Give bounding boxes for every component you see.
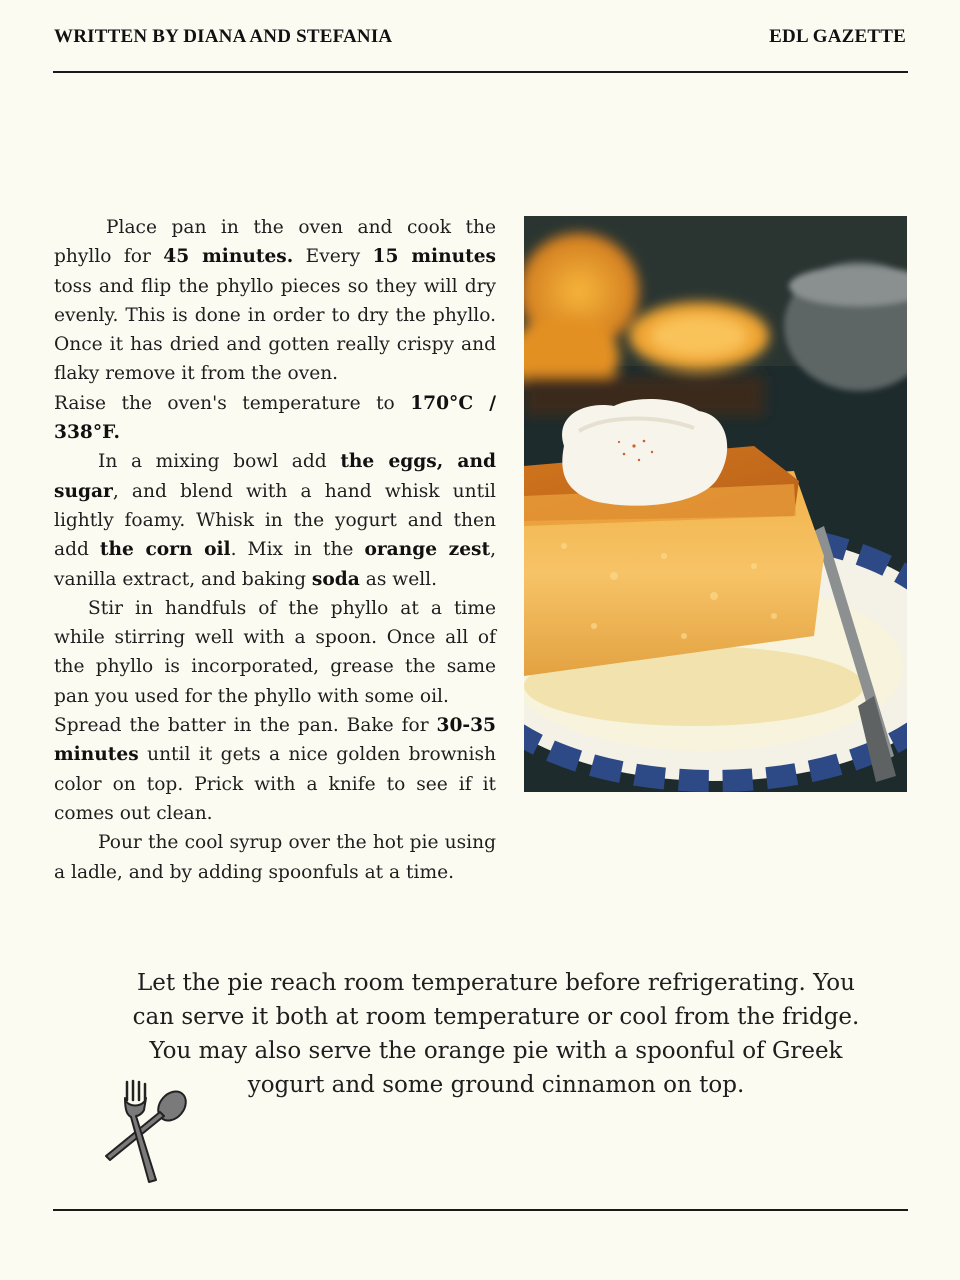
serving-note: Let the pie reach room temperature before refrigerating. You can serve it both at room temperature or cool from the fridge. You may also serve the orange pie with a spoonful of Greek yogurt and some ground cinnamon on top.	[132, 970, 860, 1098]
utensils-illustration	[96, 1078, 196, 1186]
paragraph-bake-batter: Spread the batter in the pan. Bake for 30-35 minutes until it gets a nice golden brownish color on top. Prick with a knife to see if it comes out clean.	[54, 715, 496, 824]
article-body	[54, 213, 496, 887]
orange-pie-photo	[524, 216, 907, 792]
orange-pie-illustration	[524, 216, 907, 792]
fork-icon	[125, 1081, 156, 1182]
paragraph-syrup: Pour the cool syrup over the hot pie using a ladle, and by adding spoonfuls at a time.	[54, 832, 496, 883]
bake-duration: 30-35 minutes	[54, 715, 496, 766]
paragraph-raise-temp: Raise the oven's temperature to 170°C / 338°F.	[54, 392, 496, 444]
publication-name: EDL GAZETTE	[769, 26, 906, 47]
bake-time: 45 minutes.	[163, 246, 294, 268]
byline: WRITTEN BY DIANA AND STEFANIA	[54, 26, 393, 47]
bottom-divider	[53, 1209, 908, 1211]
paragraph-mix-batter: In a mixing bowl add the eggs, and sugar, and blend with a hand whisk until lightly foamy. Whisk in the yogurt and then add the corn oil. Mix in the orange zest, vanilla extract, and baking soda as well.	[54, 451, 497, 590]
paragraph-bake-phyllo: Place pan in the oven and cook the phyllo for 45 minutes. Every 15 minutes toss and flip the phyllo pieces so they will dry evenly. This is done in order to dry the phyllo. Once it has dried and gotten really crispy and flaky remove it from the oven.	[54, 217, 497, 385]
spoon-icon	[106, 1086, 191, 1160]
top-divider	[53, 71, 908, 73]
paragraph-stir-phyllo: Stir in handfuls of the phyllo at a time while stirring well with a spoon. Once all of the phyllo is incorporated, grease the same pan you used for the phyllo with some oil.	[54, 597, 496, 707]
oven-temperature: 170°C / 338°F.	[54, 392, 496, 444]
flip-interval: 15 minutes	[372, 246, 497, 268]
